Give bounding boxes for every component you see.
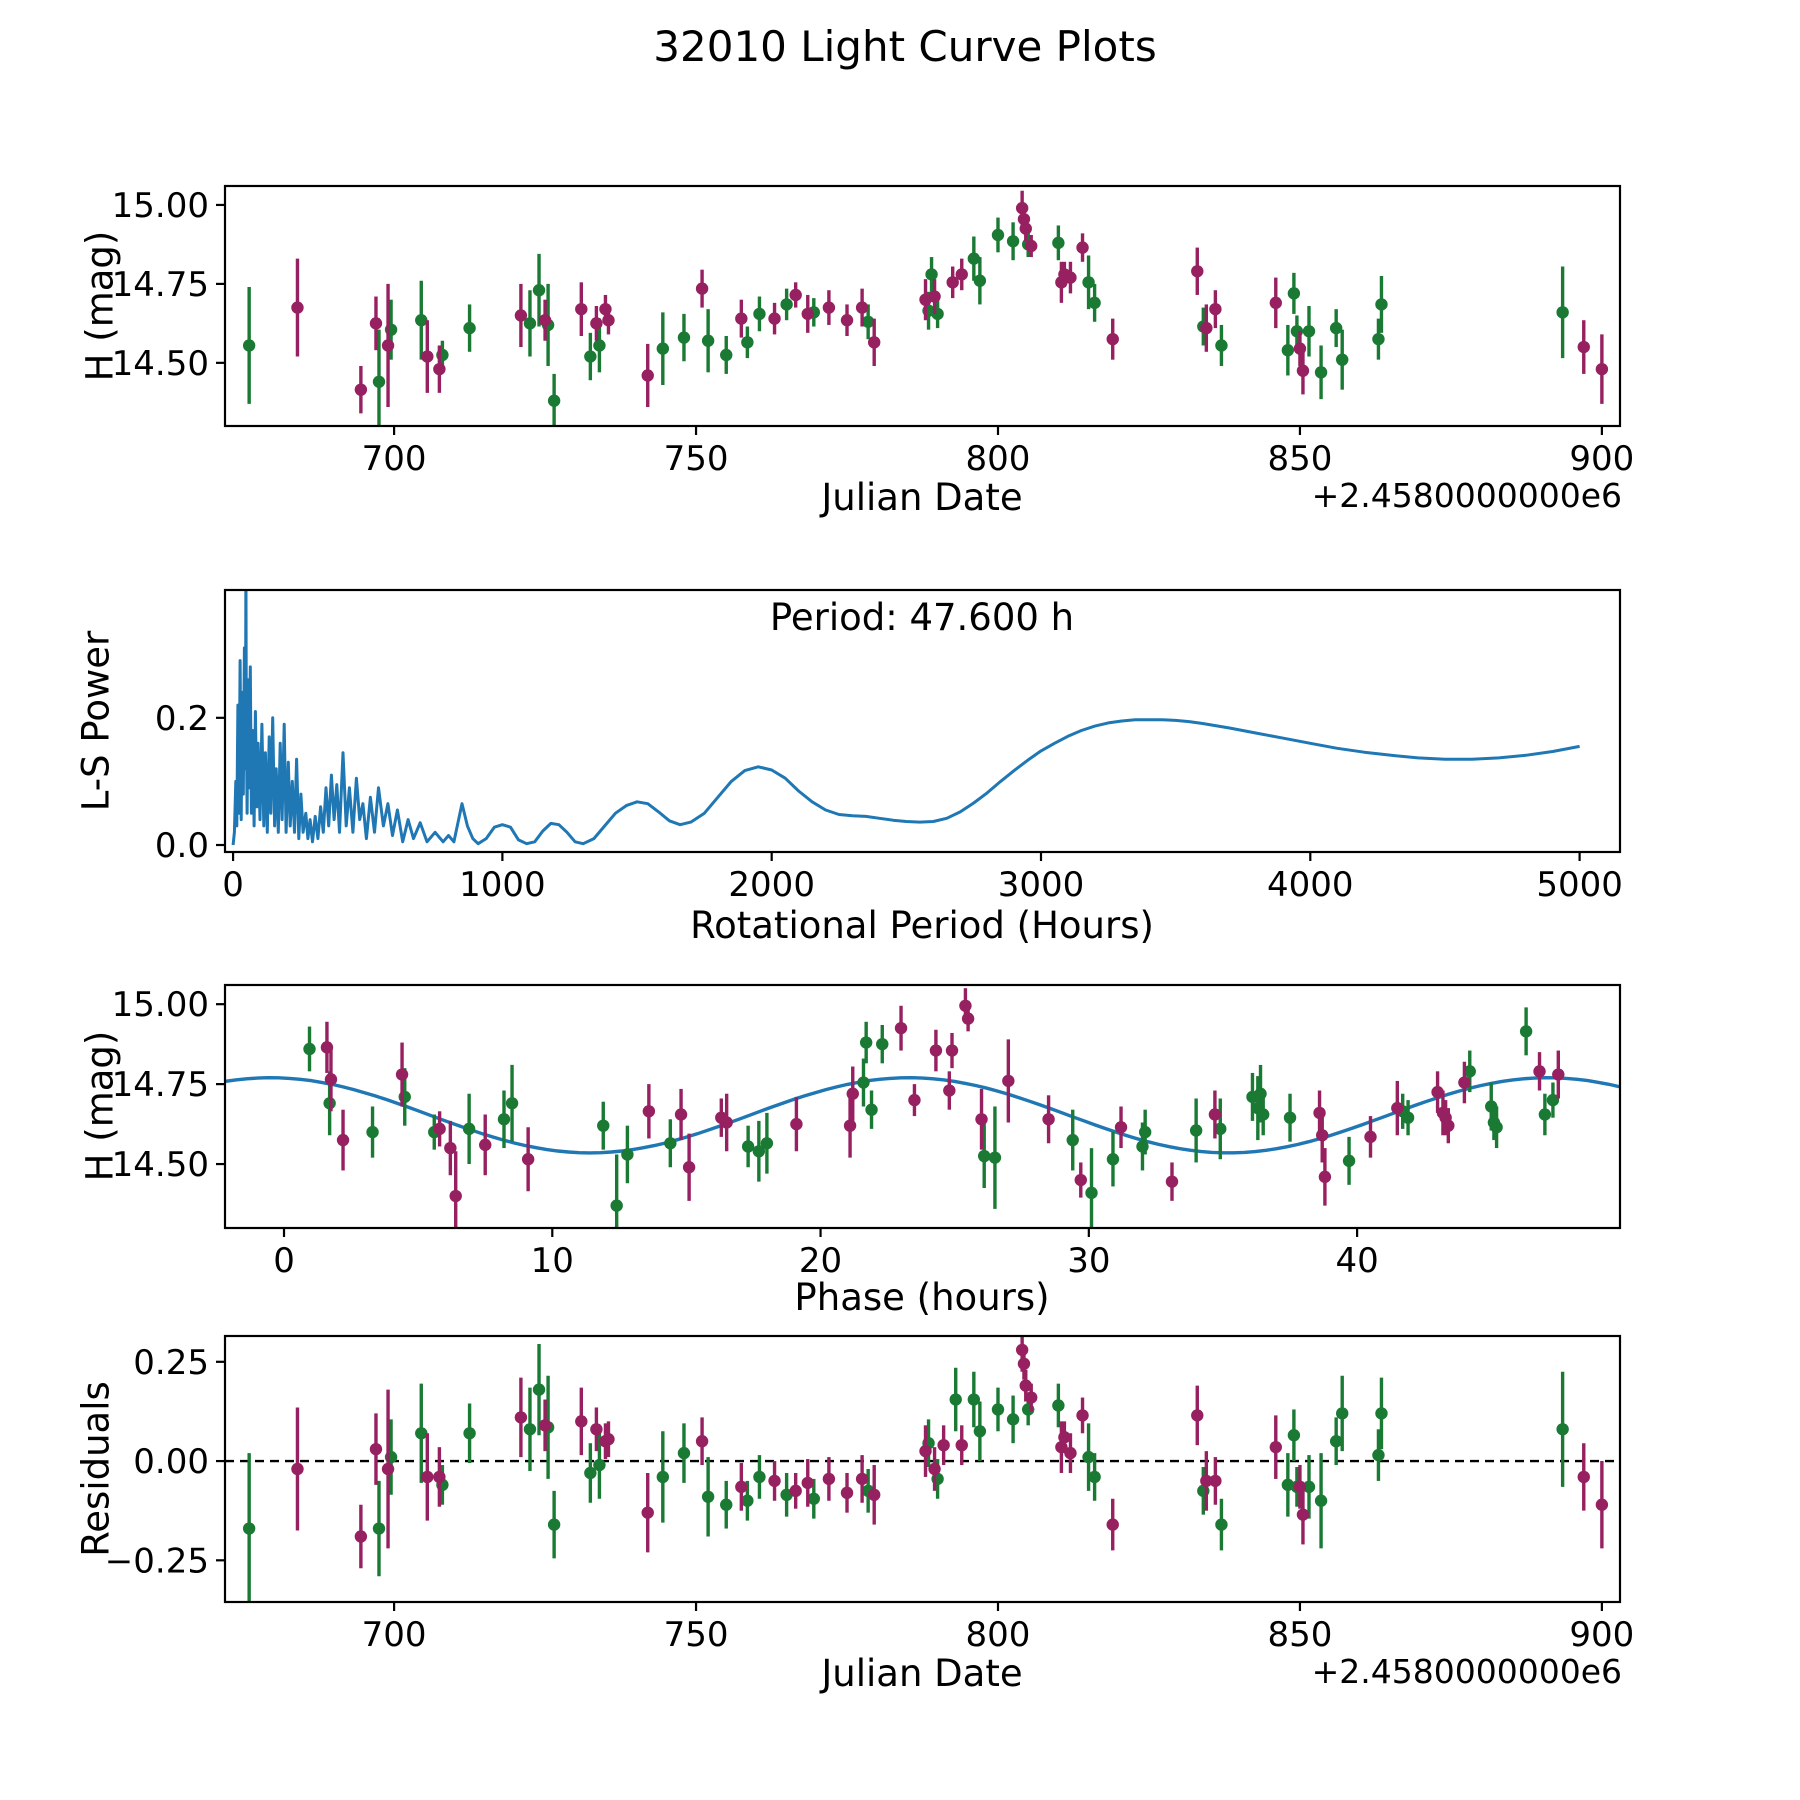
phased_light_curve-ytick-label: 15.00 bbox=[111, 985, 209, 1026]
residuals-ylabel: Residuals bbox=[74, 1381, 118, 1557]
lightcurve-axis-offset: +2.4580000000e6 bbox=[1311, 476, 1622, 515]
periodogram-xtick-label: 4000 bbox=[1267, 865, 1354, 905]
light_curve-xtick-label: 750 bbox=[663, 439, 729, 479]
residuals-ytick-label: −0.25 bbox=[104, 1541, 209, 1582]
light_curve-axes-box bbox=[225, 186, 1620, 426]
residuals-axis-offset: +2.4580000000e6 bbox=[1311, 1652, 1622, 1691]
phased_light_curve-plot-area bbox=[225, 988, 1620, 1257]
periodogram-xtick-label: 0 bbox=[222, 865, 244, 905]
phase-xlabel: Phase (hours) bbox=[794, 1276, 1050, 1319]
phased_light_curve-xtick-label: 0 bbox=[273, 1241, 295, 1281]
light_curve-xtick-label: 700 bbox=[361, 439, 427, 479]
figure-title: 32010 Light Curve Plots bbox=[653, 22, 1157, 71]
lightcurve-ylabel: H (mag) bbox=[78, 230, 122, 382]
light_curve-xtick-label: 850 bbox=[1267, 439, 1333, 479]
periodogram-xtick-label: 2000 bbox=[728, 865, 815, 905]
periodogram-xtick-label: 1000 bbox=[459, 865, 546, 905]
residuals-xlabel: Julian Date bbox=[821, 1652, 1023, 1695]
periodogram-ytick-label: 0.0 bbox=[154, 826, 209, 867]
green-series bbox=[243, 218, 1569, 434]
light_curve-ytick-label: 15.00 bbox=[111, 185, 209, 226]
periodogram-annotation: Period: 47.600 h bbox=[769, 596, 1075, 639]
periodogram-ylabel: L-S Power bbox=[74, 630, 118, 812]
periodogram-xtick-label: 5000 bbox=[1536, 865, 1623, 905]
phased_light_curve-ytick-label: 14.50 bbox=[111, 1145, 209, 1186]
phased_light_curve-ytick-label: 14.75 bbox=[111, 1065, 209, 1106]
phased_light_curve-xtick-label: 10 bbox=[530, 1241, 574, 1281]
phase-ylabel: H (mag) bbox=[78, 1030, 122, 1182]
lightcurve-xlabel: Julian Date bbox=[821, 476, 1023, 519]
phased_light_curve-xtick-label: 20 bbox=[798, 1241, 843, 1281]
light_curve-xtick-label: 800 bbox=[965, 439, 1031, 479]
residuals-ytick-label: 0.25 bbox=[133, 1342, 209, 1383]
periodogram-xlabel: Rotational Period (Hours) bbox=[690, 904, 1154, 947]
light_curve-xtick-label: 900 bbox=[1569, 439, 1635, 479]
residuals-ytick-label: 0.00 bbox=[133, 1442, 209, 1483]
residuals-xtick-label: 850 bbox=[1267, 1615, 1333, 1655]
purple-series bbox=[291, 1328, 1608, 1568]
residuals-xtick-label: 750 bbox=[663, 1615, 729, 1655]
residuals-xtick-label: 900 bbox=[1569, 1615, 1635, 1655]
residuals-xtick-label: 700 bbox=[361, 1615, 427, 1655]
residuals-xtick-label: 800 bbox=[965, 1615, 1031, 1655]
residuals-axes-box bbox=[225, 1336, 1620, 1602]
periodogram-ytick-label: 0.2 bbox=[154, 698, 209, 739]
light_curve-plot-area bbox=[243, 191, 1608, 434]
phased_light_curve-xtick-label: 40 bbox=[1335, 1241, 1379, 1281]
periodogram-xtick-label: 3000 bbox=[997, 865, 1085, 905]
residuals-plot-area bbox=[225, 1328, 1620, 1604]
phased_light_curve-xtick-label: 30 bbox=[1067, 1241, 1111, 1281]
light_curve-ytick-label: 14.50 bbox=[111, 343, 209, 384]
light_curve-ytick-label: 14.75 bbox=[111, 264, 209, 305]
purple-series bbox=[291, 191, 1608, 414]
